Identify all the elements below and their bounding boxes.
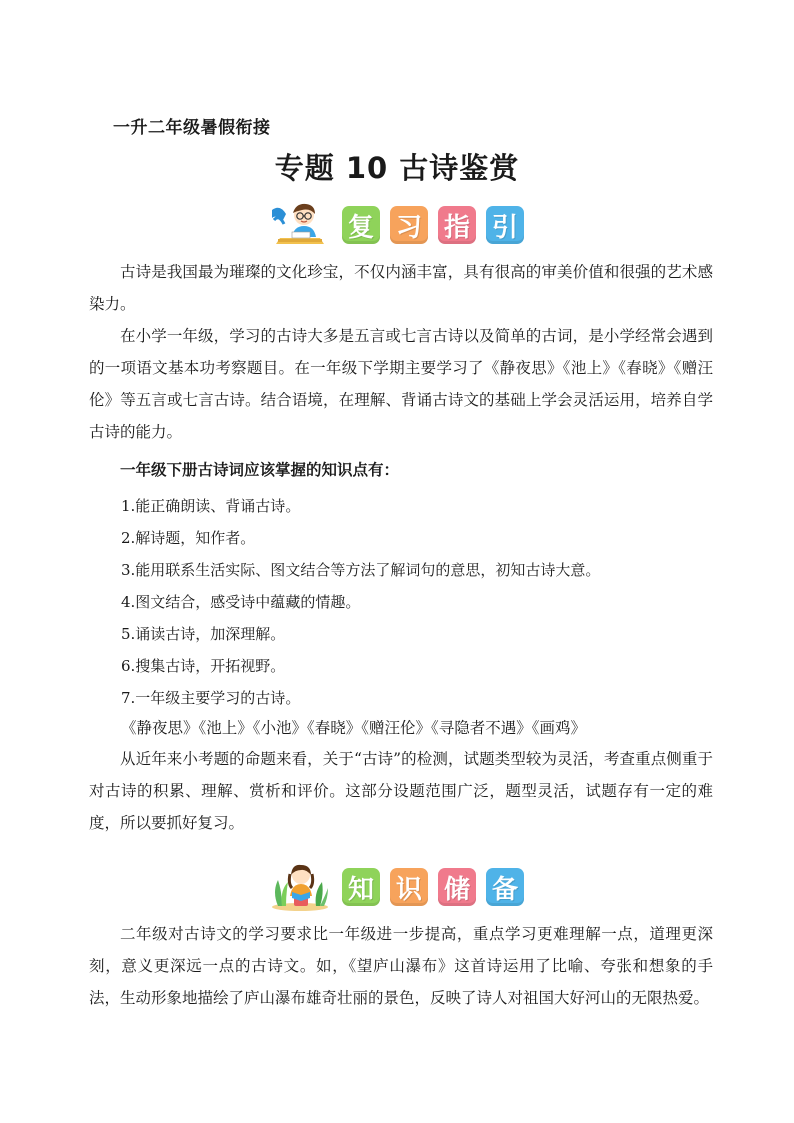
knowledge-reserve-banner	[0, 862, 794, 912]
studying-child-icon	[270, 200, 330, 250]
knowledge-points-list	[121, 490, 600, 714]
intro-paragraphs	[89, 256, 713, 448]
reading-child-icon	[270, 862, 330, 912]
list-item: 2.解诗题，知作者。	[121, 529, 256, 547]
banner-tile: 引	[486, 206, 524, 244]
list-item: 5.诵读古诗，加深理解。	[121, 625, 286, 643]
list-item: 1.能正确朗读、背诵古诗。	[121, 497, 301, 515]
banner-tile: 备	[486, 868, 524, 906]
banner-tile: 习	[390, 206, 428, 244]
knowledge-points-heading: 一年级下册古诗词应该掌握的知识点有：	[120, 461, 400, 479]
document-subtitle: 一升二年级暑假衔接	[113, 118, 271, 138]
paragraph: 从近年来小考题的命题来看，关于“古诗”的检测，试题类型较为灵活，考查重点侧重于对古诗的积累、理解、赏析和评价。这部分设题范围广泛，题型灵活，试题存有一定的难度，所以要抓好复习。	[89, 750, 713, 832]
poem-list: 《静夜思》《池上》《小池》《春晓》《赠汪伦》《寻隐者不遇》《画鸡》	[121, 719, 587, 737]
paragraph: 古诗是我国最为璀璨的文化珍宝，不仅内涵丰富，具有很高的审美价值和很强的艺术感染力。	[89, 263, 713, 313]
review-guide-banner	[0, 200, 794, 250]
exam-analysis-paragraph	[89, 743, 713, 839]
banner-tile: 知	[342, 868, 380, 906]
banner-tile: 识	[390, 868, 428, 906]
list-item: 3.能用联系生活实际、图文结合等方法了解词句的意思，初知古诗大意。	[121, 561, 601, 579]
banner-tile: 复	[342, 206, 380, 244]
paragraph: 在小学一年级，学习的古诗大多是五言或七言古诗以及简单的古词，是小学经常会遇到的一项语文基本功考察题目。在一年级下学期主要学习了《静夜思》《池上》《春晓》《赠汪伦》等五言或七言古诗。结合语境，在理解、背诵古诗文的基础上学会灵活运用，培养自学古诗的能力。	[89, 327, 713, 441]
list-item: 7.一年级主要学习的古诗。	[121, 689, 301, 707]
paragraph: 二年级对古诗文的学习要求比一年级进一步提高，重点学习更难理解一点，道理更深刻，意义更深远一点的古诗文。如，《望庐山瀑布》这首诗运用了比喻、夸张和想象的手法，生动形象地描绘了庐山瀑布雄奇壮丽的景色，反映了诗人对祖国大好河山的无限热爱。	[89, 925, 713, 1007]
banner-tile: 储	[438, 868, 476, 906]
list-item: 6.搜集古诗，开拓视野。	[121, 657, 286, 675]
knowledge-paragraph	[89, 918, 713, 1014]
document-title: 专题 10 古诗鉴赏	[274, 151, 520, 185]
banner-tile: 指	[438, 206, 476, 244]
list-item: 4.图文结合，感受诗中蕴藏的情趣。	[121, 593, 361, 611]
